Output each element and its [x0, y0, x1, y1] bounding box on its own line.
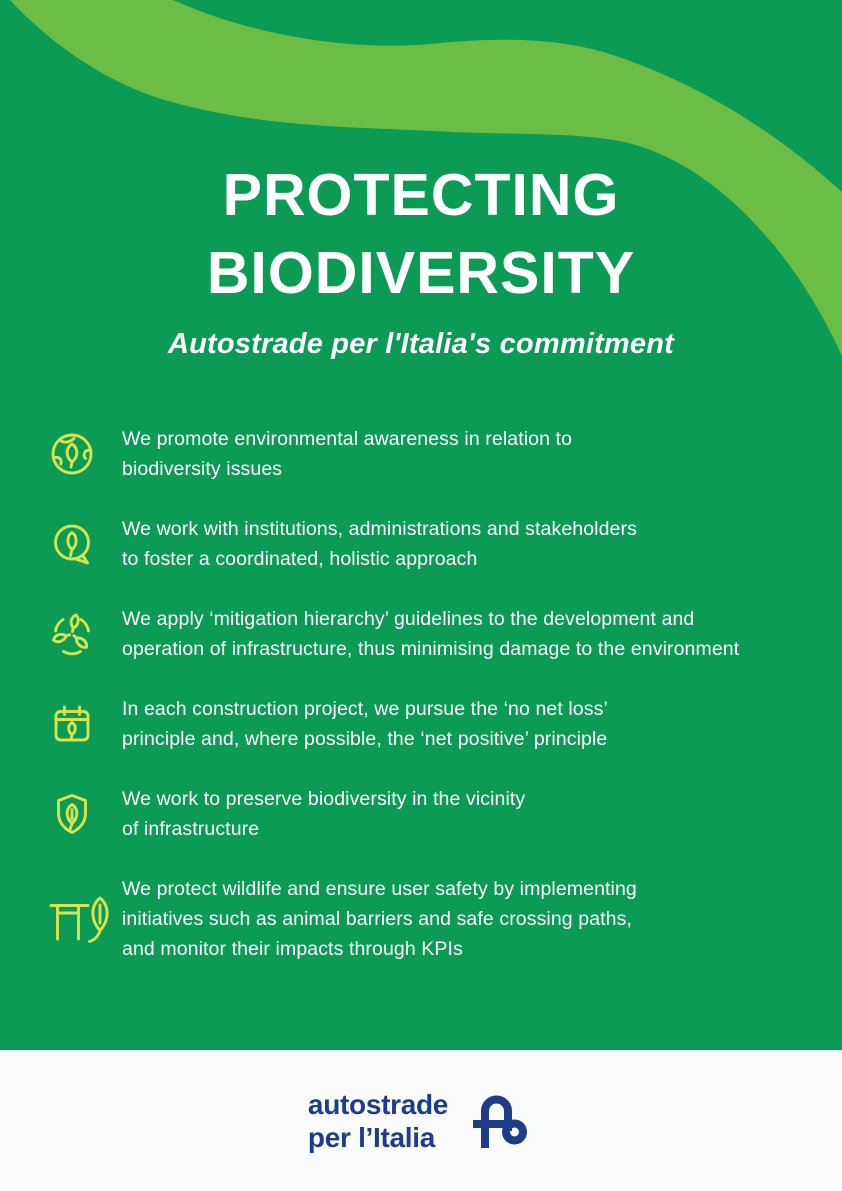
item-line: initiatives such as animal barriers and safe crossing paths,	[122, 908, 632, 930]
item-line: We apply ‘mitigation hierarchy’ guidelines to the development and	[122, 608, 695, 630]
item-text	[122, 694, 608, 754]
item-line: of infrastructure	[122, 818, 260, 840]
wildlife-crossing-leaf-icon	[48, 892, 116, 946]
item-text	[122, 514, 637, 574]
footer	[0, 1050, 842, 1191]
list-item-no-net-loss	[48, 694, 818, 754]
item-line: We protect wildlife and ensure user safety by implementing	[122, 878, 637, 900]
item-line: In each construction project, we pursue the ‘no net loss’	[122, 698, 608, 720]
item-line: to foster a coordinated, holistic approach	[122, 548, 478, 570]
item-line: and monitor their impacts through KPIs	[122, 938, 463, 960]
list-item-institutions	[48, 514, 818, 574]
page-title-line-2: BIODIVERSITY	[206, 240, 636, 306]
autostrade-logo	[308, 1088, 534, 1154]
globe-leaf-icon	[48, 430, 96, 478]
poster-header	[0, 156, 842, 361]
logo-line-2: per l’Italia	[307, 1121, 436, 1153]
autostrade-logo-text	[308, 1088, 448, 1154]
item-line: principle and, where possible, the ‘net positive’ principle	[122, 728, 608, 750]
commitment-list	[48, 424, 818, 964]
item-line: operation of infrastructure, thus minimising damage to the environment	[122, 638, 740, 660]
item-line: We work with institutions, administrations and stakeholders	[122, 518, 637, 540]
item-text	[122, 424, 572, 484]
list-item-wildlife	[48, 874, 818, 964]
list-item-mitigation	[48, 604, 818, 664]
item-text	[122, 874, 637, 964]
item-text	[122, 784, 525, 844]
list-item-preserve	[48, 784, 818, 844]
item-line: We promote environmental awareness in relation to	[122, 428, 573, 450]
speech-bubble-leaf-icon	[48, 520, 96, 568]
item-line: We work to preserve biodiversity in the vicinity	[122, 788, 526, 810]
item-line: biodiversity issues	[122, 458, 283, 480]
page-title-line-1: PROTECTING	[222, 162, 620, 228]
shield-leaf-icon	[48, 790, 96, 838]
logo-line-1: autostrade	[307, 1088, 449, 1120]
list-item-awareness	[48, 424, 818, 484]
calendar-leaf-icon	[48, 700, 96, 748]
autostrade-a-mark-icon	[472, 1094, 534, 1148]
poster-subtitle: Autostrade per l'Italia's commitment	[167, 328, 675, 360]
leaves-cycle-icon	[48, 610, 96, 658]
item-text	[122, 604, 739, 664]
